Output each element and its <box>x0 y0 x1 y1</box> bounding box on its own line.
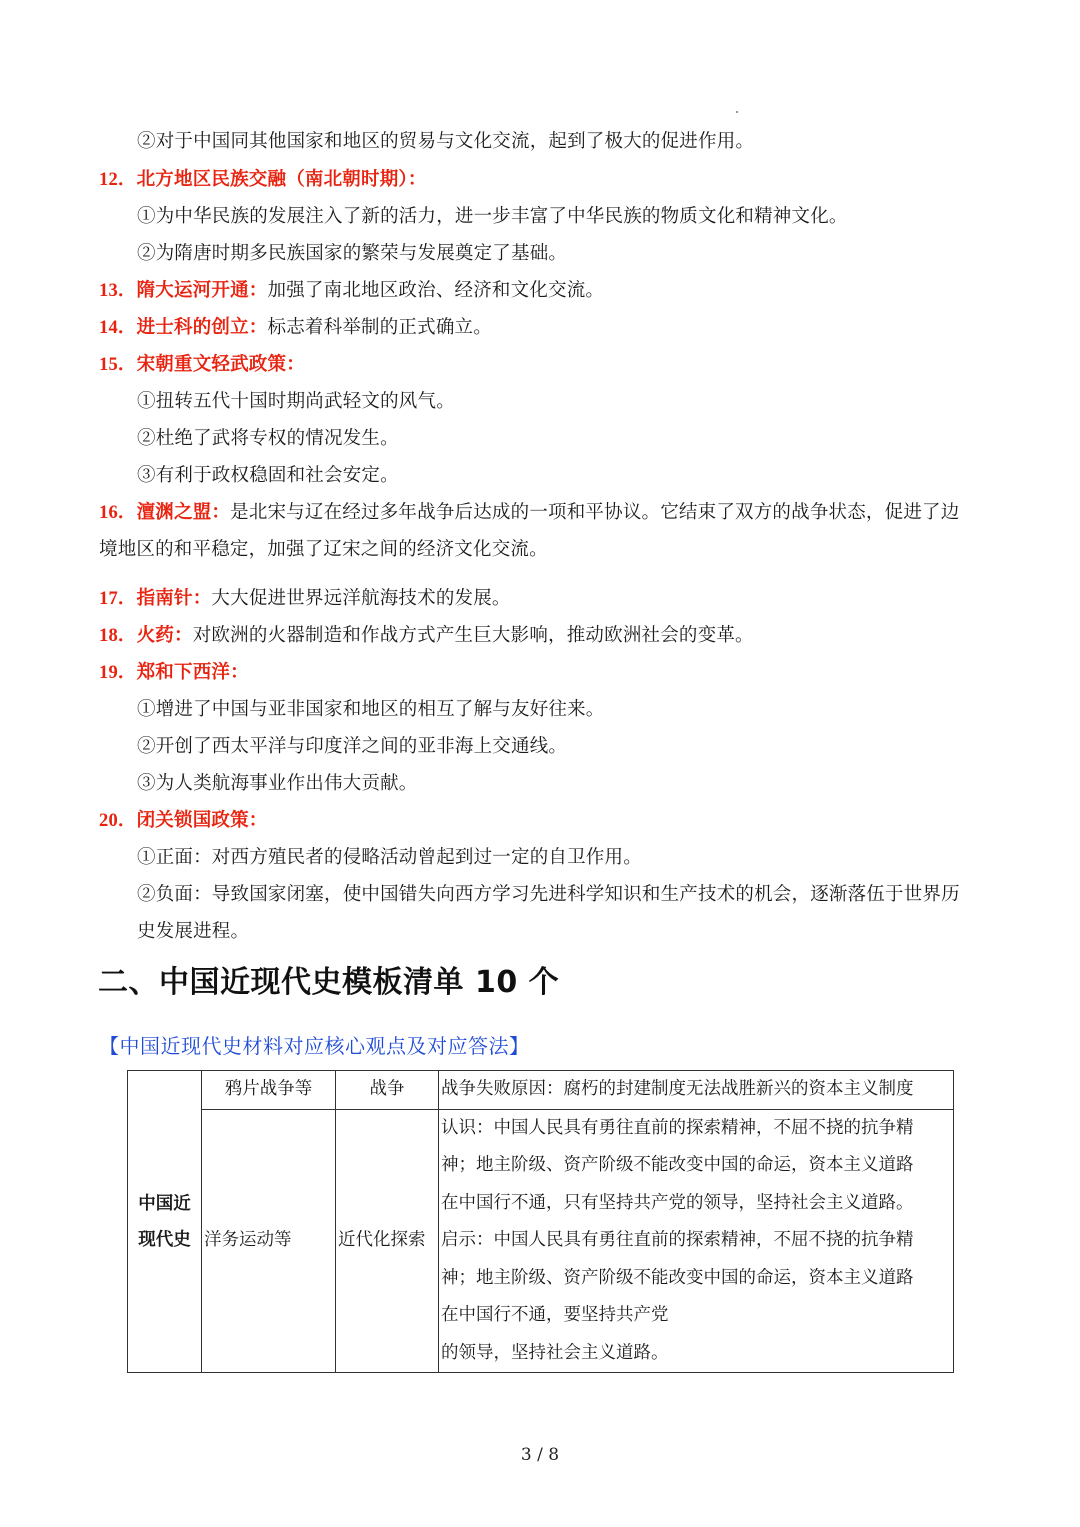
point-title: 闭关锁国政策： <box>136 810 268 831</box>
section-title: 二、中国近现代史模板清单 10 个 <box>98 965 560 1000</box>
desc-line: 的领导，坚持社会主义道路。 <box>441 1342 669 1363</box>
point-15-item-1: ①扭转五代十国时期尚武轻文的风气。 <box>137 391 455 412</box>
point-15-item-3: ③有利于政权稳固和社会安定。 <box>137 465 399 486</box>
desc-line: 认识：中国人民具有勇往直前的探索精神，不屈不挠的抗争精 <box>441 1117 914 1138</box>
point-desc: 加强了南北地区政治、经济和文化交流。 <box>267 280 605 301</box>
table-row <box>128 1071 954 1110</box>
point-desc: 对欧洲的火器制造和作战方式产生巨大影响，推动欧洲社会的变革。 <box>192 625 754 646</box>
point-title: 北方地区民族交融（南北朝时期）： <box>136 169 427 190</box>
point-title: 火药： <box>136 625 193 646</box>
category-cell <box>128 1071 202 1373</box>
point-16 <box>99 500 959 526</box>
desc-line: 启示：中国人民具有勇往直前的探索精神，不屈不挠的抗争精 <box>441 1230 914 1250</box>
point-19-heading <box>99 660 249 686</box>
point-12-item-1: ①为中华民族的发展注入了新的活力，进一步丰富了中华民族的物质文化和精神文化。 <box>137 206 848 227</box>
table-subtitle: 【中国近现代史材料对应核心观点及对应答法】 <box>99 1034 530 1058</box>
table-row <box>128 1109 954 1373</box>
point-15-item-2: ②杜绝了武将专权的情况发生。 <box>137 428 399 449</box>
point-20-heading <box>99 808 268 834</box>
type-cell: 近代化探索 <box>336 1109 439 1373</box>
point-desc: 大大促进世界远洋航海技术的发展。 <box>211 588 511 609</box>
point-19-item-3: ③为人类航海事业作出伟大贡献。 <box>137 773 418 794</box>
point-16-continued: 境地区的和平稳定，加强了辽宋之间的经济文化交流。 <box>99 539 548 560</box>
desc-line: 在中国行不通，要坚持共产党 <box>441 1305 669 1325</box>
point-19-item-1: ①增进了中国与亚非国家和地区的相互了解与友好往来。 <box>137 699 605 720</box>
point-title: 隋大运河开通： <box>136 280 268 301</box>
point-title: 指南针： <box>136 588 212 609</box>
point-13 <box>99 278 604 304</box>
point-number: 14． <box>99 318 137 338</box>
desc-line: 神；地主阶级、资产阶级不能改变中国的命运，资本主义道路 <box>441 1267 914 1288</box>
point-18 <box>99 623 754 649</box>
point-title: 宋朝重文轻武政策： <box>136 354 305 375</box>
point-12-item-2: ②为隋唐时期多民族国家的繁荣与发展奠定了基础。 <box>137 243 568 264</box>
desc-line: 神；地主阶级、资产阶级不能改变中国的命运，资本主义道路 <box>441 1155 914 1175</box>
desc-cell <box>439 1071 954 1110</box>
point-number: 15． <box>99 355 137 375</box>
point-number: 13． <box>99 281 137 301</box>
point-20-item-2-continued: 史发展进程。 <box>137 921 250 942</box>
point-15-heading <box>99 352 305 378</box>
point-title: 进士科的创立： <box>136 317 268 338</box>
point-number: 12． <box>99 170 137 190</box>
point-17 <box>99 586 511 612</box>
point-11-item-2: ②对于中国同其他国家和地区的贸易与文化交流，起到了极大的促进作用。 <box>137 131 755 152</box>
point-number: 16． <box>99 503 137 523</box>
event-cell: 洋务运动等 <box>202 1109 336 1373</box>
point-number: 17． <box>99 589 137 609</box>
speck <box>736 111 738 113</box>
point-title: 郑和下西洋： <box>136 662 249 683</box>
page-number: 3 / 8 <box>520 1445 560 1465</box>
point-19-item-2: ②开创了西太平洋与印度洋之间的亚非海上交通线。 <box>137 736 568 757</box>
point-title: 澶渊之盟： <box>136 502 231 523</box>
point-20-item-1: ①正面：对西方殖民者的侵略活动曾起到过一定的自卫作用。 <box>137 847 642 868</box>
category-line: 中国近 <box>138 1193 191 1214</box>
point-number: 20． <box>99 811 137 831</box>
desc-line: 在中国行不通，只有坚持共产党的领导，坚持社会主义道路。 <box>441 1192 914 1213</box>
category-line: 现代史 <box>138 1229 191 1250</box>
point-desc: 是北宋与辽在经过多年战争后达成的一项和平协议。它结束了双方的战争状态，促进了边 <box>230 502 960 523</box>
point-20-item-2: ②负面：导致国家闭塞，使中国错失向西方学习先进科学知识和生产技术的机会，逐渐落伍于世界历 <box>137 884 960 905</box>
point-12-heading <box>99 167 427 193</box>
point-desc: 标志着科举制的正式确立。 <box>267 317 492 338</box>
point-number: 18． <box>99 626 137 646</box>
type-cell: 战争 <box>336 1071 439 1110</box>
desc-line: 战争失败原因：腐朽的封建制度无法战胜新兴的资本主义制度 <box>441 1079 914 1099</box>
point-14 <box>99 315 492 341</box>
point-number: 19． <box>99 663 137 683</box>
history-template-table <box>127 1070 954 1373</box>
desc-cell <box>439 1109 954 1373</box>
event-cell: 鸦片战争等 <box>202 1071 336 1110</box>
